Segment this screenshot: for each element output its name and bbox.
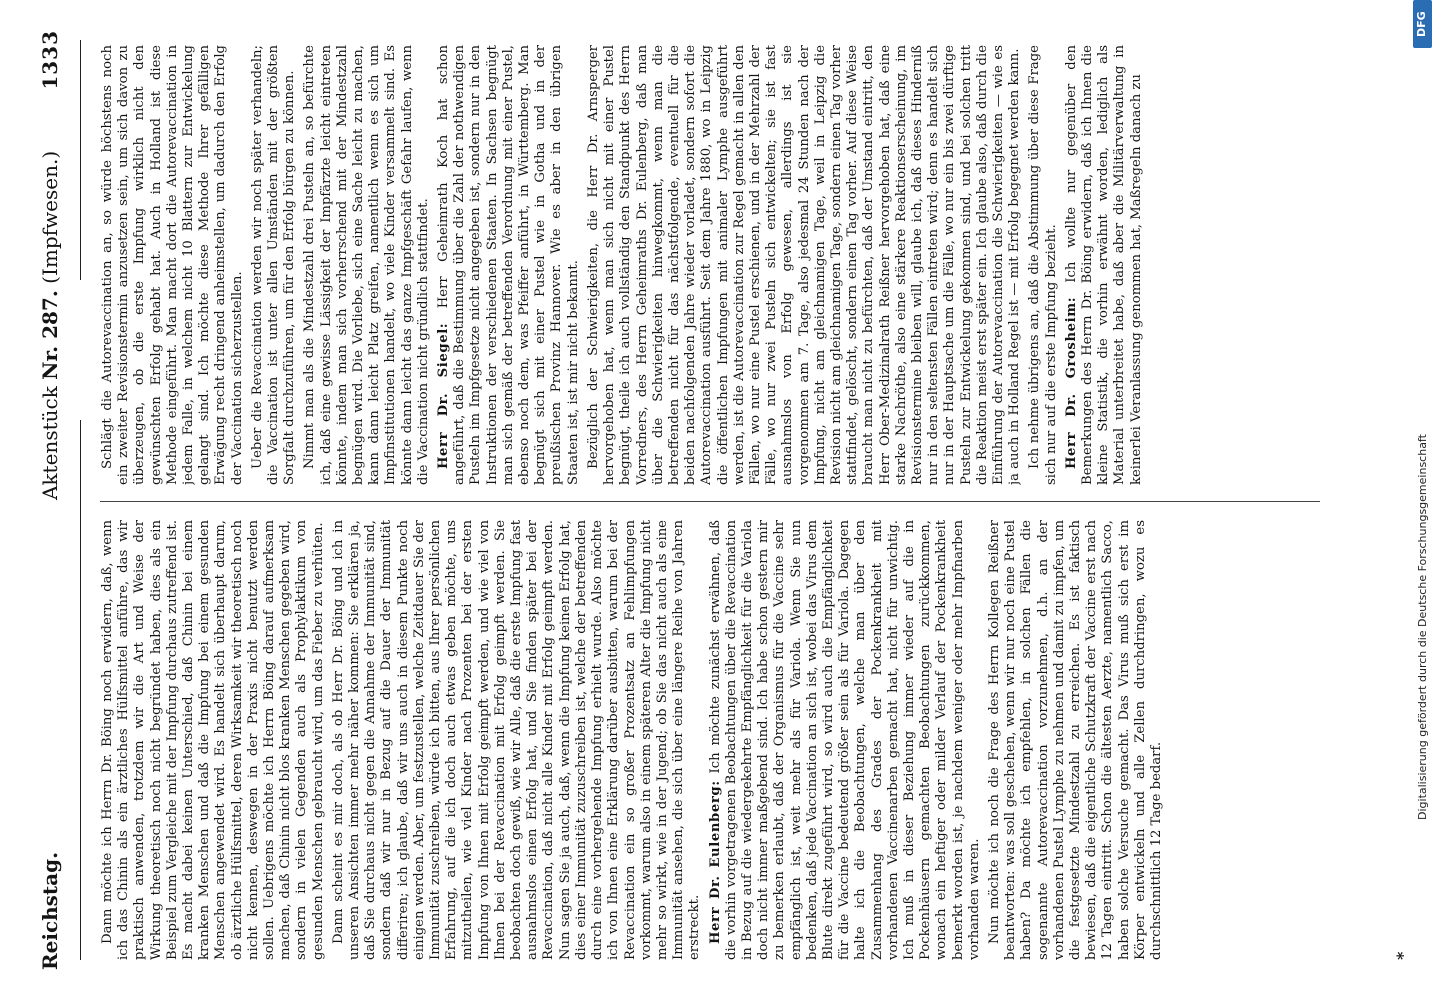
header-rule-right	[80, 40, 81, 280]
paragraph-text: Ich möchte zunächst erwähnen, daß die vorhin vorgetragenen Beobachtungen über die Revaccination in Bezug auf die wiedergekehrte Empfänglichkeit für die Variola doch nicht immer maßgebend sind. Ich habe schon gestern mir zu bemerken erlaubt, daß der Organismus für die Vaccine sehr empfänglich ist, weit mehr als für Variola. Wenn Sie nun bedenken, daß jede Vaccination an sich ist, wobei das Virus dem Blute direkt zugeführt wird, so wird auch die Empfänglichkeit für die Vaccine bedeutend größer sein als für Variola. Dagegen halte ich die Beobachtungen, welche man über den Zusammenhang des Grades der Pockenkrankheit mit vorhandenen Vaccinenarben gemacht hat, nicht für unwichtig. Ich muß in dieser Beziehung immer wieder auf die in Pockenhäusern gemachten Beobachtungen zurückkommen, wonach ein heftiger oder milder Verlauf der Pockenkrankheit bemerkt worden ist, je nachdem weniger oder mehr Impfnarben vorhanden waren.	[707, 520, 982, 960]
paragraph-text: Schlägt die Autorevaccination an, so würde höchstens noch ein zweiter Revisionstermin anzusetzen sein, um sich davon zu überzeugen, ob die erste Impfung wirklich nicht den gewünschten Erfolg gehabt hat. Auch in Holland ist diese Methode eingeführt. Man macht dort die Autorevaccination in jedem Falle, in welchem nicht 10 Blattern zur Entwickelung gelangt sind. Ich möchte diese Methode Ihrer gefälligen Erwägung recht dringend anheimstellen, um dadurch den Erfolg der Vaccination sicherzustellen.	[100, 45, 245, 485]
header-center-number: Nr. 287.	[38, 290, 62, 380]
header-center-suffix: (Impfwesen.)	[38, 150, 62, 284]
page-header	[38, 30, 72, 970]
speaker-name: Herr Dr. Grosheim:	[1063, 296, 1079, 469]
text-column-left	[100, 520, 1390, 960]
speaker-name: Herr Dr. Eulenberg:	[707, 780, 723, 944]
text-column-right	[100, 45, 1390, 485]
paragraph-text: Dann scheint es mir doch, als ob Herr Dr. Böing und ich in unseren Ansichten immer mehr näher kommen: Sie erklären ja, daß Sie durchaus nicht gegen die Annahme der Immunität sind, sondern daß wir nur in Bezug auf die Dauer der Immunität differiren; ich glaube, daß wir uns auch in diesem Punkte noch einigen werden. Aber, um festzustellen, welche Zeitdauer Sie der Immunität zuschreiben, würde ich bitten, aus Ihrer persönlichen Erfahrung, auf die ich doch auch etwas geben möchte, uns mitzutheilen, wie viel Kinder nach Prozenten bei der ersten Impfung von Ihnen mit Erfolg geimpft werden, und wie viel von Ihnen bei der Revaccination mit Erfolg geimpft werden. Sie beobachten doch gewiß, wie wir Alle, daß die erste Impfung fast ausnahmslos einen Erfolg hat, und Sie finden später bei der Revaccination, daß nicht alle Kinder mit Erfolg geimpft werden. Nun sagen Sie ja auch, daß, wenn die Impfung keinen Erfolg hat, dies einer Immunität zuzuschreiben ist, welche der betreffenden durch eine vorhergehende Impfung erhielt wurde. Also möchte ich von Ihnen eine Erklärung darüber ausbitten, warum bei der Revaccination ein so großer Prozentsatz an Fehlimpfungen vorkommt, warum also in einem späteren Alter die Impfung nicht mehr so wirkt, wie in der Jugend; ob Sie das nicht auch als eine Immunität ansehen, die sich über eine längere Reihe von Jahren erstreckt.	[330, 520, 703, 960]
paragraph	[586, 45, 1023, 485]
paragraph	[987, 520, 1165, 960]
paragraph-text: Bezüglich der Schwierigkeiten, die Herr Dr. Arnsperger hervorgehoben hat, wenn man sich nicht mit einer Pustel begnügt, theile ich auch vollständig den Standpunkt des Herrn Vorredners, des Herrn Geheimraths Dr. Eulenberg, daß man über die Schwierigkeiten hinwegkommt, wenn man die betreffenden nicht für das nächstfolgende, eventuell für die beiden nachfolgenden Jahre wieder vorladet, sondern sofort die Autorevaccination ausführt. Seit dem Jahre 1880, wo in Leipzig die öffentlichen Impfungen mit animaler Lymphe ausgeführt werden, ist die Autorevaccination zur Regel gemacht in allen den Fällen, wo nur eine Pustel erschienen, und in der Mehrzahl der Fälle, wo nur zwei Pusteln sich entwickelten; sie ist fast ausnahmslos von Erfolg gewesen, allerdings ist sie vorgenommen am 7. Tage, also jedesmal 24 Stunden nach der Impfung, nicht am gleichnamigen Tage, weil in Leipzig die Revision nicht am gleichnamigen Tage, sondern einen Tag vorher stattfindet, gelöscht, sondern einen Tag vorher. Auf diese Weise braucht man nicht zu befürchten, daß der Umstand eintritt, den Herr Ober-Medizinalrath Reißner hervorgehoben hat, daß eine starke Nachröthe, also eine stärkere Reaktionserscheinung, im Revisionstermine bleiben will, glaube ich, daß dieses Hinderniß nur in den seltensten Fällen eintreten wird; denn es handelt sich nur in der Hauptsache um die Fälle, wo nur ein bis zwei dürftige Pusteln zur Entwickelung gekommen sind, und bei solchen tritt die Reaktion meist erst später ein. Ich glaube also, daß durch die Einführung der Autorevaccination die Schwierigkeiten — wie es ja auch in Holland Regel ist — mit Erfolg begegnet werden kann.	[585, 45, 1023, 485]
speech-paragraph	[1064, 45, 1145, 485]
paragraph-text: Nun möchte ich noch die Frage des Herrn Kollegen Reißner beantworten: was soll geschehen, wenn wir nur noch eine Pustel haben? Da möchte ich empfehlen, in solchen Fällen die sogenannte Autorevaccination vorzunehmen, d.h. an der vorhandenen Pustel Lymphe zu nehmen und damit zu impfen, um die festgesetzte Mindestzahl zu erreichen. Es ist faktisch bewiesen, daß die eigentliche Schutzkraft der Vaccine erst nach 12 Tagen eintritt. Schon die ältesten Aerzte, namentlich Sacco, haben solche Versuche gemacht. Das Virus muß sich erst im Körper entwickeln und alle Zellen durchdringen, wozu es durchschnittlich 12 Tage bedarf.	[986, 520, 1164, 960]
paragraph	[1027, 45, 1059, 485]
paragraph	[100, 520, 327, 960]
speech-paragraph	[436, 45, 582, 485]
paragraph	[331, 520, 704, 960]
paragraph	[302, 45, 432, 485]
paragraph-text: Ueber die Revaccination werden wir noch später verhandeln; die Vaccination ist unter allen Umständen mit der größten Sorgfalt durchzuführen, um für den Erfolg bürgen zu können.	[249, 45, 298, 485]
header-rule-left	[80, 420, 81, 960]
side-strip	[1413, 0, 1432, 1000]
paragraph-text: Ich wollte nur gegenüber den Bemerkungen des Herrn Dr. Böing erwidern, daß ich Ihnen die kleine Statistik, die vorhin erwähnt worden, lediglich als Material unterbreitet habe, daß aber die Militärverwaltung in keinerlei Veranlassung genommen hat, Maßregeln danach zu	[1063, 45, 1144, 485]
speech-paragraph	[708, 520, 983, 960]
paragraph	[100, 45, 246, 485]
paragraph-text: Herr Geheimrath Koch hat schon angeführt, daß die Bestimmung über die Zahl der nothwendigen Pusteln im Impfgesetze nicht angegeben ist, sondern nur in den Instruktionen der verschiedenen Staaten. In Sachsen begnügt man sich gemäß der betreffenden Verordnung mit einer Pustel, ebenso noch dem, was Pfeiffer anführt, in Württemberg. Man begnügt sich mit einer Pustel wie in Gotha und in der preußischen Provinz Hannover. Wie es aber in den übrigen Staaten ist, ist mir nicht bekannt.	[436, 45, 581, 485]
page-number: 1333	[38, 30, 62, 90]
paragraph-text: Dann möchte ich Herrn Dr. Böing noch erwidern, daß, wenn ich das Chinin als ein ärztliches Hülfsmittel anführe, das wir praktisch anwenden, trotzdem wir die Art und Weise der Wirkung theoretisch noch nicht begründet haben, dies als ein Beispiel zum Vergleiche mit der Impfung durchaus zutreffend ist. Es macht dabei keinen Unterschied, daß Chinin bei einem kranken Menschen und daß die Impfung bei einem gesunden Menschen angewendet wird. Es handelt sich überhaupt darum, ob ärztliche Hülfsmittel, deren Wirksamkeit wir theoretisch noch nicht kennen, deswegen in der Praxis nicht benutzt werden sollen. Uebrigens möchte ich Herrn Böing darauf aufmerksam machen, daß Chinin nicht blos kranken Menschen gegeben wird, sondern in vielen Gegenden auch als Prophylaktikum von gesunden Menschen gebraucht wird, um das Fieber zu verhüten.	[100, 520, 326, 960]
header-center-prefix: Aktenstück	[38, 386, 62, 500]
footer-mark: *	[1393, 951, 1412, 960]
digitization-credit: Digitalisierung gefördert durch die Deutsche Forschungsgemeinschaft	[1416, 434, 1429, 820]
header-left: Reichstag.	[38, 851, 62, 970]
paragraph	[250, 45, 299, 485]
dfg-logo-text: DFG	[1415, 11, 1428, 37]
header-center	[38, 151, 62, 500]
speaker-name: Herr Dr. Siegel:	[436, 322, 452, 469]
column-divider	[100, 501, 1320, 502]
paragraph-text: Nimmt man als die Mindestzahl drei Pusteln an, so befürchte ich, daß eine gewisse Lässigkeit der Impfärzte leicht eintreten könnte, indem man sich vorherrschend mit der Mindestzahl begnügen wird. Die Vorliebe, sich eine Sache leicht zu machen, kann dann leicht Platz greifen, namentlich wenn es sich um Impfinstitutionen handelt, wo viele Kinder versammelt sind. Es könnte dann leicht das ganze Impfgeschäft Gefahr laufen, wenn die Vaccination nicht gründlich stattfindet.	[302, 45, 431, 485]
paragraph-text: Ich nehme übrigens an, daß die Abstimmung über diese Frage sich nur auf die erste Impfung bezieht.	[1027, 45, 1059, 485]
dfg-logo	[1413, 0, 1432, 48]
